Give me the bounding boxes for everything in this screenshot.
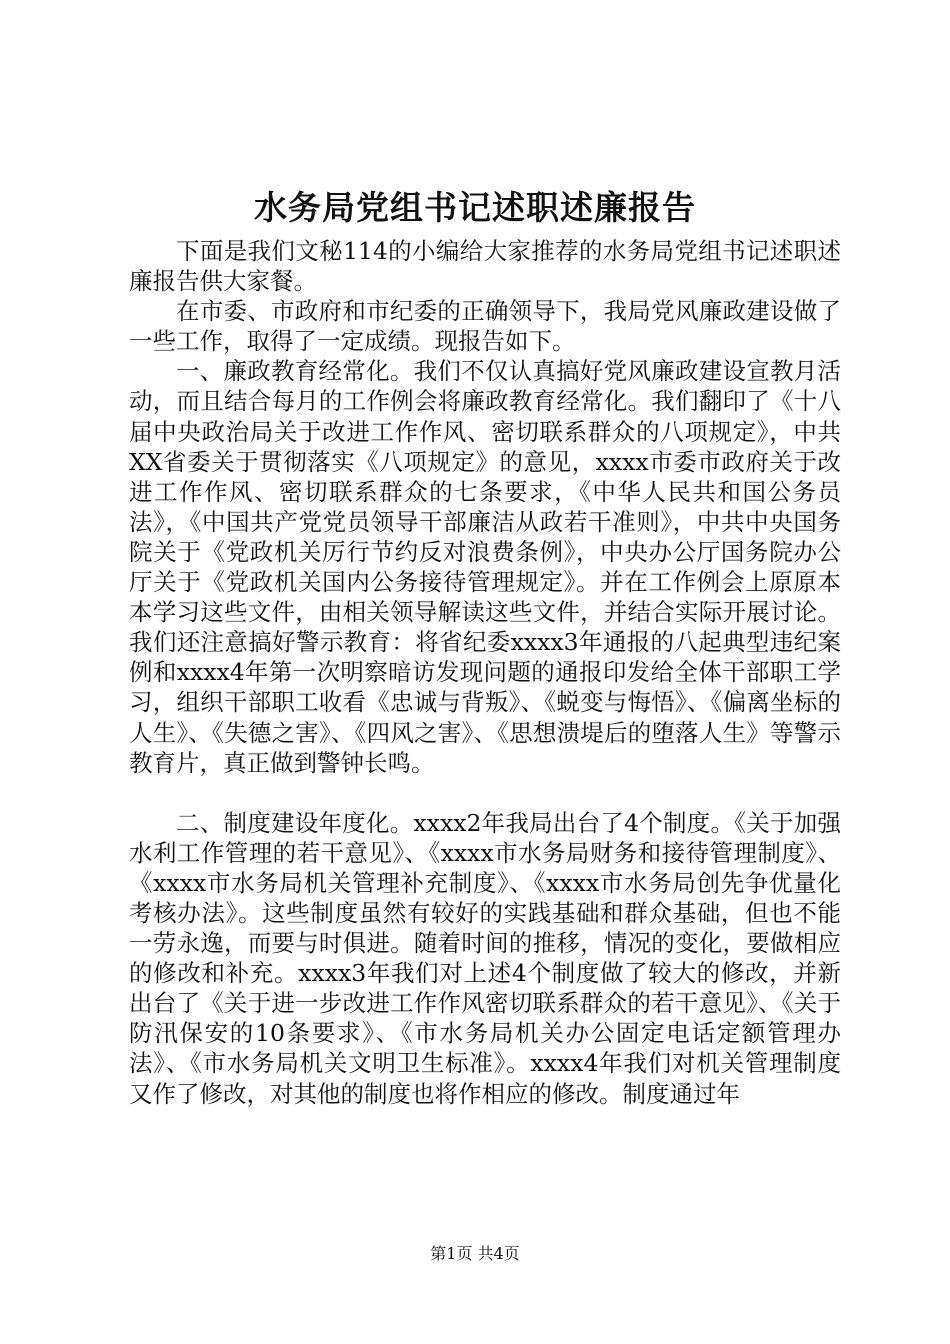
page-number-footer: 第1页 共4页 bbox=[430, 1244, 520, 1263]
document-body bbox=[129, 236, 841, 1109]
document-title: 水务局党组书记述职述廉报告 bbox=[254, 188, 696, 227]
section-two-paragraph: 二、制度建设年度化。xxxx2年我局出台了4个制度。《关于加强水利工作管理的若干意见》、《xxxx市水务局财务和接待管理制度》、《xxxx市水务局机关管理补充制度》、《xxxx市水务局创先争优量化考核办法》。这些制度虽然有较好的实践基础和群众基础，但也不能一劳永逸，而要与时俱进。随着时间的推移，情况的变化，要做相应的修改和补充。xxxx3年我们对上述4个制度做了较大的修改，并新出台了《关于进一步改进工作作风密切联系群众的若干意见》、《关于防汛保安的10条要求》、《市水务局机关办公固定电话定额管理办法》、《市水务局机关文明卫生标准》。xxxx4年我们对机关管理制度又作了修改，对其他的制度也将作相应的修改。制度通过年 bbox=[129, 808, 841, 1108]
opening-paragraph: 在市委、市政府和市纪委的正确领导下，我局党风廉政建设做了一些工作，取得了一定成绩。现报告如下。 bbox=[129, 297, 841, 356]
intro-paragraph: 下面是我们文秘114的小编给大家推荐的水务局党组书记述职述廉报告供大家餐。 bbox=[129, 237, 841, 296]
section-one-paragraph: 一、廉政教育经常化。我们不仅认真搞好党风廉政建设宣教月活动，而且结合每月的工作例会将廉政教育经常化。我们翻印了《十八届中央政治局关于改进工作作风、密切联系群众的八项规定》，中共XX省委关于贯彻落实《八项规定》的意见，xxxx市委市政府关于改进工作作风、密切联系群众的七条要求，《中华人民共和国公务员法》，《中国共产党党员领导干部廉洁从政若干准则》，中共中央国务院关于《党政机关厉行节约反对浪费条例》，中央办公厅国务院办公厅关于《党政机关国内公务接待管理规定》。并在工作例会上原原本本学习这些文件，由相关领导解读这些文件，并结合实际开展讨论。我们还注意搞好警示教育：将省纪委xxxx3年通报的八起典型违纪案例和xxxx4年第一次明察暗访发现问题的通报印发给全体干部职工学习，组织干部职工收看《忠诚与背叛》、《蜕变与悔悟》、《偏离坐标的人生》、《失德之害》、《四风之害》、《思想溃堤后的堕落人生》等警示教育片，真正做到警钟长鸣。 bbox=[129, 357, 841, 777]
